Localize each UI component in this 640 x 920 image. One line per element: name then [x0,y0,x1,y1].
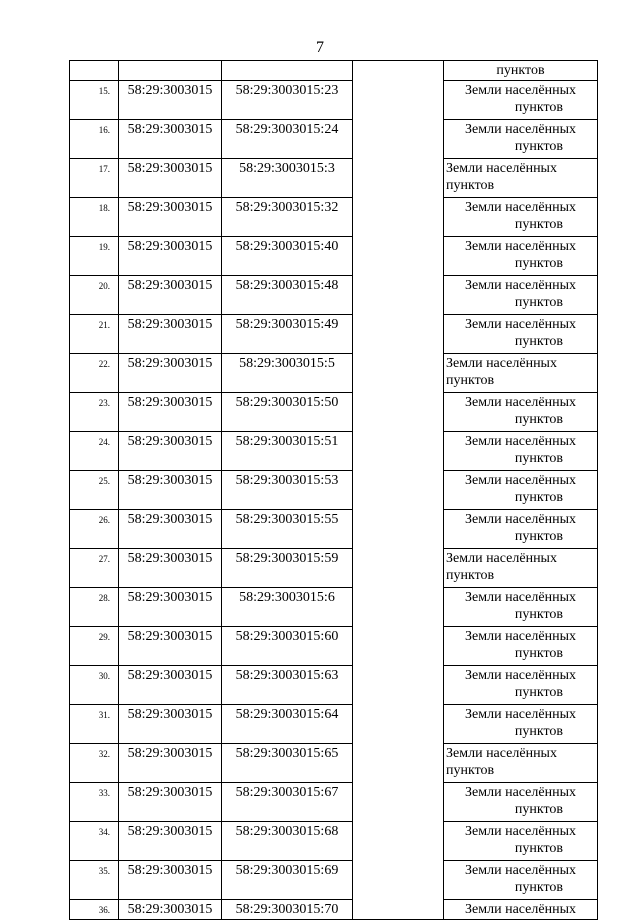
cell-number: 35. [70,860,119,899]
cell-category [444,353,598,392]
category-text-line2: пунктов [514,412,563,427]
category-text-line1: Земли населённых [465,238,576,254]
cell-number: 26. [70,509,119,548]
cell-number: 18. [70,197,119,236]
category-text-line1: Земли населённых [465,199,576,215]
cell-merged-column [353,743,444,782]
cell-number [70,61,119,81]
cell-category [444,314,598,353]
cell-number: 17. [70,158,119,197]
cell-merged-column [353,314,444,353]
page-number: 7 [316,39,324,56]
cell-merged-column [353,782,444,821]
cell-category [444,743,598,782]
category-text-line2: пунктов [446,568,495,583]
cell-category [444,587,598,626]
category-text-line1: Земли населённых [465,472,576,488]
category-text-line2: пунктов [514,217,563,232]
cell-parcel: 58:29:3003015:40 [222,236,353,275]
cell-parcel: 58:29:3003015:23 [222,80,353,119]
cell-merged-column [353,236,444,275]
cell-category [444,236,598,275]
cell-merged-column [353,665,444,704]
cell-quarter: 58:29:3003015 [119,314,222,353]
cell-category [444,197,598,236]
category-text-line1: Земли населённых [465,589,576,605]
cell-parcel: 58:29:3003015:51 [222,431,353,470]
cell-category [444,470,598,509]
category-text-line1: Земли населённых [465,316,576,332]
cell-parcel: 58:29:3003015:6 [222,587,353,626]
cell-parcel: 58:29:3003015:67 [222,782,353,821]
cell-number: 19. [70,236,119,275]
table-row [70,80,598,119]
category-text-line1: Земли населённых [446,355,557,371]
category-text-line1: Земли населённых [465,433,576,449]
cell-parcel: 58:29:3003015:3 [222,158,353,197]
cell-category [444,860,598,899]
table-body [70,61,598,920]
cell-parcel: 58:29:3003015:59 [222,548,353,587]
cell-parcel: 58:29:3003015:55 [222,509,353,548]
category-text-line2: пунктов [514,685,563,700]
cell-category [444,665,598,704]
cell-quarter: 58:29:3003015 [119,431,222,470]
cell-quarter: 58:29:3003015 [119,119,222,158]
cell-number: 27. [70,548,119,587]
cell-merged-column [353,431,444,470]
category-text-line1: Земли населённых [465,823,576,839]
cell-number: 30. [70,665,119,704]
cell-merged-column [353,158,444,197]
cell-merged-column [353,860,444,899]
cell-parcel: 58:29:3003015:32 [222,197,353,236]
cell-category [444,626,598,665]
cell-quarter: 58:29:3003015 [119,470,222,509]
category-text-line2: пунктов [514,295,563,310]
category-text-line1: Земли населённых [465,394,576,410]
cell-quarter: 58:29:3003015 [119,665,222,704]
cell-parcel: 58:29:3003015:50 [222,392,353,431]
cell-merged-column [353,353,444,392]
category-text-line1: Земли населённых [446,745,557,761]
cell-quarter: 58:29:3003015 [119,548,222,587]
cell-quarter: 58:29:3003015 [119,626,222,665]
cell-number: 22. [70,353,119,392]
table-row-continued [70,61,598,81]
category-text-line2: пунктов [514,451,563,466]
cell-number: 29. [70,626,119,665]
table-row [70,899,598,919]
category-text-line2: пунктов [514,490,563,505]
cell-parcel: 58:29:3003015:65 [222,743,353,782]
category-text-line1: Земли населённых [465,667,576,683]
category-text-line2: пунктов [514,880,563,895]
category-text-line1: Земли населённых [465,862,576,878]
category-text-line1: Земли населённых [465,277,576,293]
cell-number: 36. [70,899,119,919]
category-text-line2: пунктов [514,256,563,271]
table-row [70,782,598,821]
cell-quarter: 58:29:3003015 [119,275,222,314]
cell-number: 20. [70,275,119,314]
cell-quarter: 58:29:3003015 [119,860,222,899]
cell-parcel: 58:29:3003015:64 [222,704,353,743]
table-row [70,197,598,236]
cell-quarter: 58:29:3003015 [119,782,222,821]
category-text-line1: Земли населённых [446,160,557,176]
table-row [70,548,598,587]
table-row [70,236,598,275]
table-row [70,860,598,899]
cell-number: 33. [70,782,119,821]
cell-merged-column [353,61,444,81]
category-text-line1: Земли населённых [465,511,576,527]
cell-quarter: 58:29:3003015 [119,353,222,392]
table-row [70,158,598,197]
cell-category [444,158,598,197]
cell-number: 34. [70,821,119,860]
cell-category [444,80,598,119]
cell-category [444,821,598,860]
category-text-line2: пунктов [514,646,563,661]
cell-parcel: 58:29:3003015:48 [222,275,353,314]
cell-quarter: 58:29:3003015 [119,509,222,548]
cell-quarter: 58:29:3003015 [119,587,222,626]
category-text-line1: Земли населённых [465,784,576,800]
table-row [70,509,598,548]
category-text-line1: Земли населённых [465,706,576,722]
category-text-line2: пунктов [514,334,563,349]
cell-category [444,392,598,431]
cell-number: 25. [70,470,119,509]
cell-number: 32. [70,743,119,782]
category-text-line2: пунктов [514,139,563,154]
cell-category [444,275,598,314]
cell-quarter: 58:29:3003015 [119,80,222,119]
category-text-line1: Земли населённых [465,82,576,98]
cell-merged-column [353,587,444,626]
table-row [70,353,598,392]
table-row [70,626,598,665]
cell-category [444,704,598,743]
cell-merged-column [353,80,444,119]
cell-merged-column [353,470,444,509]
category-text-line2: пунктов [446,373,495,388]
table-row [70,314,598,353]
cell-merged-column [353,548,444,587]
cell-parcel: 58:29:3003015:63 [222,665,353,704]
cell-number: 28. [70,587,119,626]
land-parcels-table [69,60,598,920]
cell-parcel: 58:29:3003015:49 [222,314,353,353]
cell-merged-column [353,626,444,665]
cell-merged-column [353,197,444,236]
category-text-line2: пунктов [514,100,563,115]
category-text-line1: Земли населённых [446,550,557,566]
cell-merged-column [353,899,444,919]
category-text-line2: пунктов [446,178,495,193]
cell-category [444,61,598,81]
table-row [70,392,598,431]
category-text-line2: пунктов [514,724,563,739]
table-row [70,704,598,743]
category-text-line2: пунктов [514,841,563,856]
cell-parcel: 58:29:3003015:24 [222,119,353,158]
cell-quarter: 58:29:3003015 [119,704,222,743]
table-row [70,821,598,860]
cell-parcel: 58:29:3003015:69 [222,860,353,899]
cell-merged-column [353,821,444,860]
cell-quarter: 58:29:3003015 [119,821,222,860]
cell-quarter: 58:29:3003015 [119,197,222,236]
cell-quarter: 58:29:3003015 [119,899,222,919]
category-text-line1: Земли населённых [465,628,576,644]
cell-quarter: 58:29:3003015 [119,743,222,782]
cell-parcel [222,61,353,81]
cell-category [444,431,598,470]
cell-category [444,509,598,548]
category-text: пунктов [496,63,545,78]
cell-merged-column [353,704,444,743]
cell-number: 16. [70,119,119,158]
cell-category [444,548,598,587]
cell-number: 31. [70,704,119,743]
cell-quarter: 58:29:3003015 [119,236,222,275]
table-row [70,470,598,509]
cell-number: 15. [70,80,119,119]
cell-category [444,119,598,158]
table-row [70,665,598,704]
cell-merged-column [353,275,444,314]
category-text-line2: пунктов [446,763,495,778]
cell-category [444,899,598,919]
cell-parcel: 58:29:3003015:60 [222,626,353,665]
cell-parcel: 58:29:3003015:68 [222,821,353,860]
category-text-line2: пунктов [514,802,563,817]
table-row [70,119,598,158]
category-text-line1: Земли населённых [465,121,576,137]
table-row [70,743,598,782]
category-text-line2: пунктов [514,607,563,622]
cell-parcel: 58:29:3003015:70 [222,899,353,919]
cell-merged-column [353,509,444,548]
cell-parcel: 58:29:3003015:53 [222,470,353,509]
cell-quarter [119,61,222,81]
cell-parcel: 58:29:3003015:5 [222,353,353,392]
cell-number: 23. [70,392,119,431]
category-text-line1: Земли населённых [465,901,576,917]
cell-merged-column [353,392,444,431]
cell-number: 24. [70,431,119,470]
table-row [70,275,598,314]
cell-merged-column [353,119,444,158]
category-text-line2: пунктов [514,529,563,544]
cell-category [444,782,598,821]
cell-number: 21. [70,314,119,353]
table-row [70,587,598,626]
cell-quarter: 58:29:3003015 [119,392,222,431]
cell-quarter: 58:29:3003015 [119,158,222,197]
table-row [70,431,598,470]
